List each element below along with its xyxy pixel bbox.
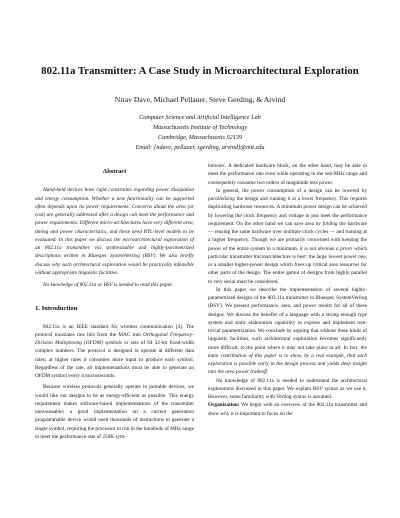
text-run-emphasis: folding	[322, 220, 338, 227]
body-paragraph-1: bols/sec. A dedicated hardware block, on the other hand, may be able to meet the performance rate even while operating in the sub-MHz range and consequently consume two orders of magnitude less power.	[208, 163, 367, 186]
intro-paragraph-2: Because wireless protocols generally operate in portable devices, we would like our designs to be as energy-efficient as possible. This energy requirement makes software-based implementations of the transmitter unreasonable; a good implementation on a current generation programmable device would need thousands of instructions to generate a single symbol, requiring the processor to run in the hundreds of MHz range to meet the performance rate of 250K sym-	[35, 384, 194, 440]
text-run: In general, the power consumption of a design can be lowered by	[216, 187, 367, 194]
paper-authors: Nirav Dave, Michael Pellauer, Steve Gerding, & Arvind	[114, 95, 286, 104]
text-run: In this paper we describe the implementation of several highly-parametrized designs of the 802.11a transmitter in Bluespec SystemVerilog (BSV). We present performance, area, and power results for all of these designs. We discuss the benefits of a language with a strong enough type system and static elaboration capability to express and implement non-trivial parametrization. We conclude by arguing that without these kinds of linguistic facilities, such architectural exploration becomes significantly more difficult, to the point where it may not take place at all. In fact,	[208, 286, 367, 351]
abstract-section	[35, 168, 194, 289]
right-column	[208, 162, 367, 418]
text-run: the design and running it at a lower frequency. This requires duplicating hardware resources. A minimum power design can be achieved by lowering the clock frequency and voltage to just meet the performance requirement. On the other hand we can save area by	[208, 196, 367, 227]
body-paragraph-5	[208, 401, 367, 418]
author-affiliation	[0, 113, 400, 153]
body-paragraph-3	[208, 286, 367, 377]
organization-label: Organization:	[208, 402, 240, 409]
text-run-emphasis: Orthogonal Frequency-Division Multiplexing (OFDM) symbols	[35, 331, 194, 346]
abstract-body: Hand-held devices have rigid constraints regarding power dissipation and energy consumption. Whether a new functionality can be supported often depends upon its power requirements. Concerns about the area (or cost) are generally addressed after a design can meet the performance and power requirements. Different micro-architectures have very different area, timing and power characteristics, and these need RTL-level models to be evaluated. In this paper we discuss the microarchitectural exploration of an 802.11a transmitter via synthesizable and highly-parametrized descriptions written in Bluespec SystemVerilog (BSV). We also briefly discuss why such architectural exploration would be practically infeasible without appropriate linguistic facilities.	[35, 187, 194, 276]
text-run-emphasis: the main contribution of this paper is to show, by a real example, that such exploration is possible early in the design process and yields deep insight into the area power tradeoff.	[208, 344, 367, 376]
text-run-emphasis: a priori	[336, 245, 353, 252]
paper-title: 802.11a Transmitter: A Case Study in Microarchitectural Exploration	[41, 66, 359, 77]
intro-paragraph-1	[35, 323, 194, 381]
affiliation-line: Computer Science and Artificial Intelligence Lab	[139, 114, 261, 121]
text-run-emphasis: parallelizing	[208, 196, 235, 202]
left-column	[35, 162, 194, 441]
abstract-note: No knowledge of 802.11a or BSV is needed to read this paper.	[43, 282, 173, 288]
affiliation-email: Email: {ndave, pellauer, sgerding, arvind}@mit.edu	[135, 144, 265, 151]
text-run: 802.11a is an IEEE standard for wireless communication [4]. The protocol translates raw bits from the MAC into	[35, 323, 194, 338]
text-run: the hardware — reusing the same hardware over multiple clock cycles — and running at a higher frequency. Though we are primarily concerned with keeping the power of the entire system to a minimum, it is not obvious	[208, 220, 367, 252]
section-heading-introduction: 1. Introduction	[35, 305, 78, 313]
text-run: We begin with an overview of the 802.11a transmitter and show why it is important to focus on the	[208, 402, 367, 417]
affiliation-line: Massachusetts Institute of Technology	[152, 124, 248, 131]
affiliation-line: Cambridge, Massachusetts 02139	[157, 134, 243, 141]
abstract-heading: Abstract	[102, 168, 127, 175]
text-run: which particular transmitter microarchitecture is best: the large lowest power one, or a smaller higher-power design which frees up critical area resources for other parts of the design. The entire gamut of designs from highly parallel to very serial must be considered.	[208, 245, 367, 285]
body-paragraph-4: No knowledge of 802.11a is needed to understand the architectural explorations discussed in this paper. We explain BSV syntax as we use it. However, some familiarity with Verilog syntax is assumed.	[208, 377, 367, 400]
body-paragraph-2	[208, 187, 367, 286]
text-run: or sets of 64 32-bit fixed-width complex numbers. The protocol is designed to operate at different data rates; at higher rates it consumes more input to produce each symbol. Regardless of the rate, all implementations must be able to generate an OFDM symbol every 4 microseconds.	[35, 340, 194, 379]
